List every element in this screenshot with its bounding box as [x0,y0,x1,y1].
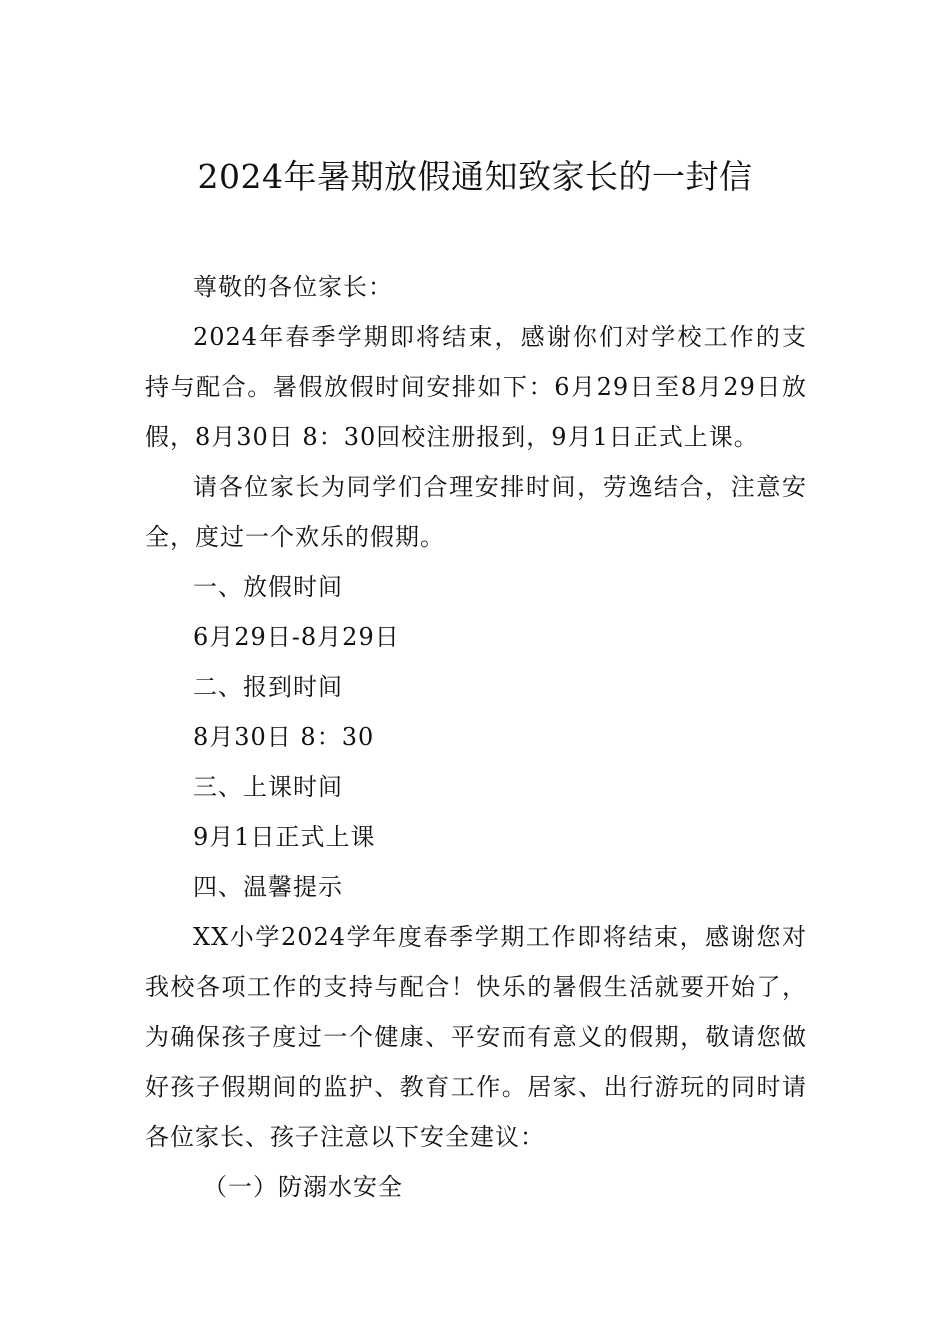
holiday-dates: 6月29日-8月29日 [193,623,400,651]
classes-start: 9月1日正式上课 [193,823,376,851]
subsection-heading-water-safety: （一）防溺水安全 [203,1173,403,1201]
section-heading-tips: 四、温馨提示 [193,873,343,901]
paragraph-intro: 2024年春季学期即将结束，感谢你们对学校工作的支持与配合。暑假放假时间安排如下：6月29日至8月29日放假，8月30日 8：30回校注册报到，9月1日正式上课。 [145,323,807,451]
document-body [145,262,807,1212]
paragraph-tips: XX小学2024学年度春季学期工作即将结束，感谢您对我校各项工作的支持与配合！快乐的暑假生活就要开始了，为确保孩子度过一个健康、平安而有意义的假期，敬请您做好孩子假期间的监护、教育工作。居家、出行游玩的同时请各位家长、孩子注意以下安全建议： [145,923,807,1151]
section-heading-registration: 二、报到时间 [193,673,343,701]
document-title: 2024年暑期放假通知致家长的一封信 [197,157,753,196]
section-heading-classes: 三、上课时间 [193,773,343,801]
salutation: 尊敬的各位家长： [193,273,393,301]
section-heading-holiday: 一、放假时间 [193,573,343,601]
registration-time: 8月30日 8：30 [193,723,375,751]
paragraph-reminder: 请各位家长为同学们合理安排时间，劳逸结合，注意安全，度过一个欢乐的假期。 [145,473,807,551]
